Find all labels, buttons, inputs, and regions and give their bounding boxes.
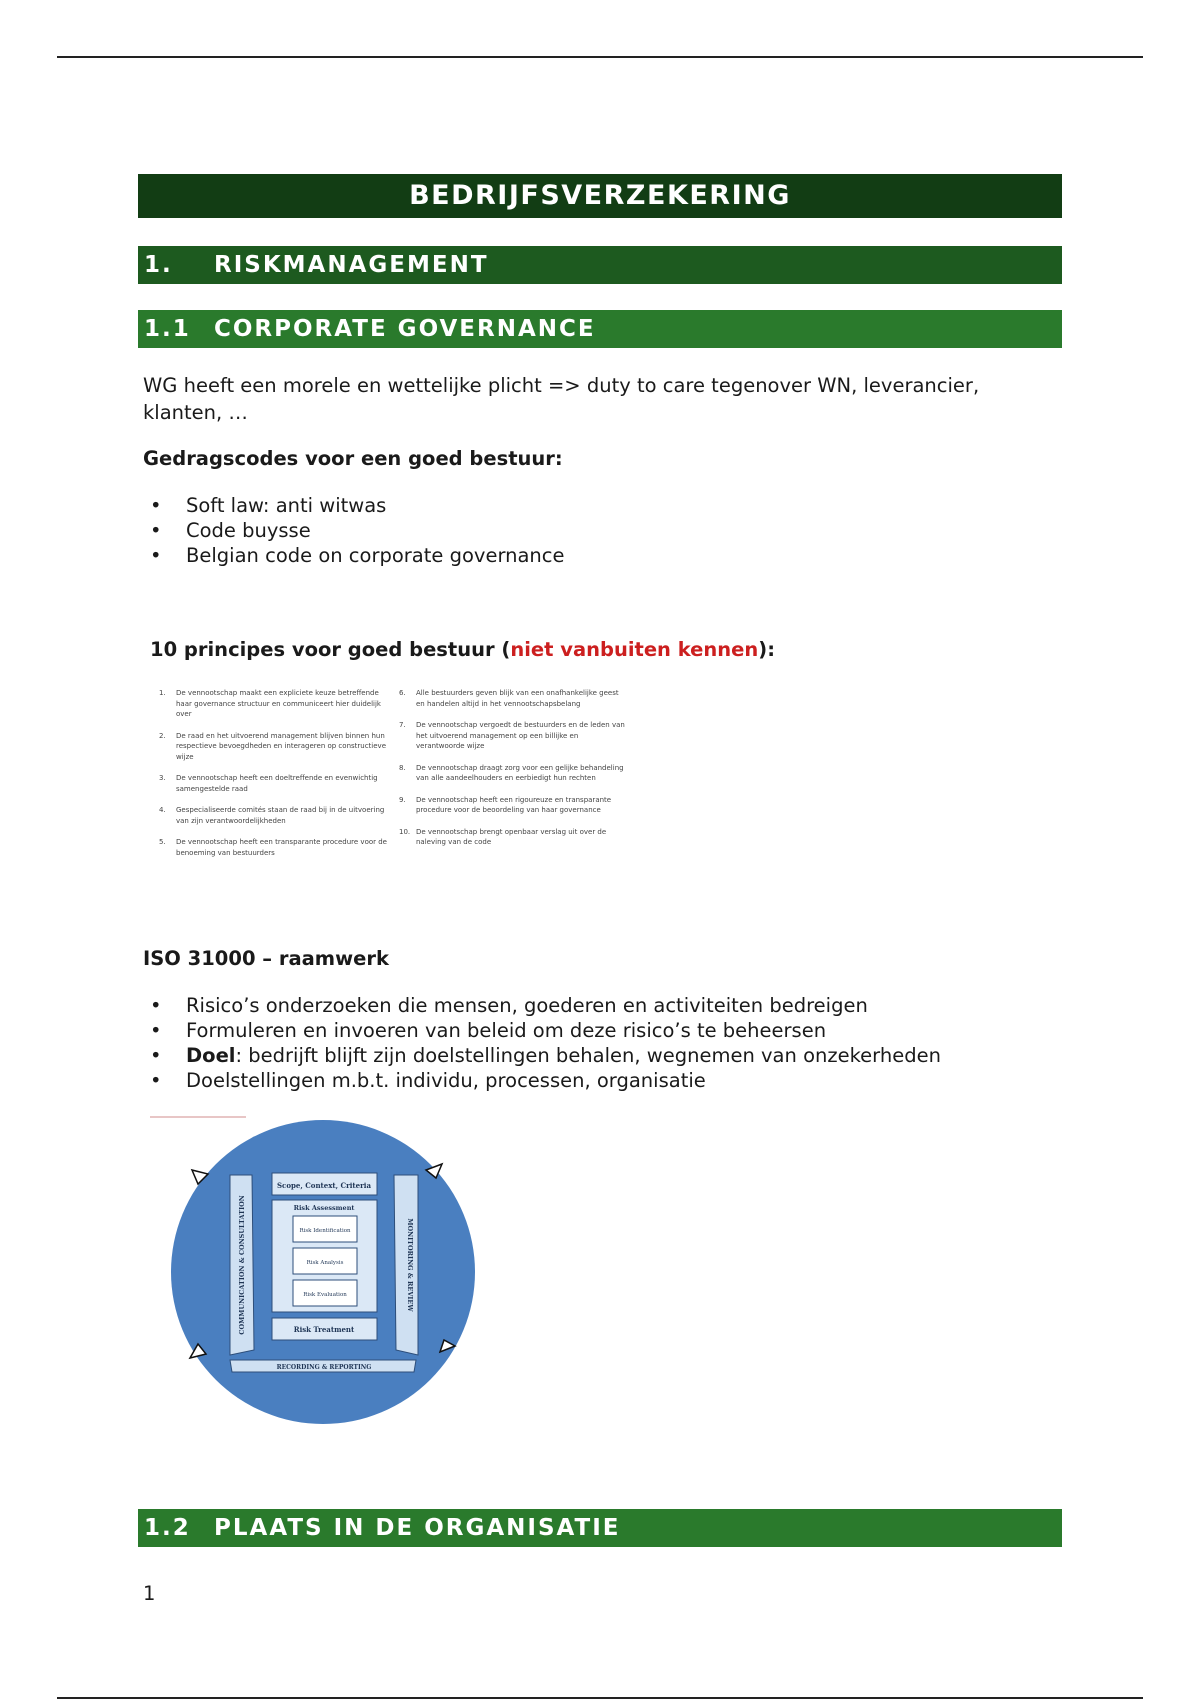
principle-item: 8. De vennootschap draagt zorg voor een gelijke behandeling van alle aandeelhouders en eerbiedigt hun rechten bbox=[399, 763, 624, 782]
identification-label: Risk Identification bbox=[299, 1228, 351, 1234]
heading-corporate-governance bbox=[138, 310, 1062, 348]
codes-list bbox=[143, 493, 565, 568]
recording-label: RECORDING & REPORTING bbox=[276, 1364, 372, 1371]
heading-text: CORPORATE GOVERNANCE bbox=[214, 316, 596, 342]
scope-label: Scope, Context, Criteria bbox=[277, 1181, 371, 1190]
heading-text: PLAATS IN DE ORGANISATIE bbox=[214, 1515, 621, 1541]
heading-number: 1.2 bbox=[144, 1515, 191, 1541]
analysis-label: Risk Analysis bbox=[306, 1260, 344, 1266]
iso-heading: ISO 31000 – raamwerk bbox=[143, 947, 389, 970]
principle-item: 3. De vennootschap heeft een doeltreffende en evenwichtig samengestelde raad bbox=[159, 774, 378, 793]
heading-number: 1. bbox=[144, 252, 173, 278]
heading-riskmanagement bbox=[138, 246, 1062, 284]
treatment-label: Risk Treatment bbox=[293, 1325, 355, 1334]
principles-heading-text: 10 principes voor goed bestuur ( bbox=[150, 638, 511, 661]
principle-item: 6. Alle bestuurders geven blijk van een onafhankelijke geest en handelen altijd in het vennootschapsbelang bbox=[399, 689, 619, 708]
principle-item: 2. De raad en het uitvoerend management blijven binnen hun respectieve bevoegdheden en interageren op constructieve wijze bbox=[159, 731, 386, 761]
principles-heading-end: ): bbox=[758, 638, 775, 661]
document-title: BEDRIJFSVERZEKERING bbox=[138, 174, 1062, 218]
iso-list bbox=[143, 993, 941, 1093]
principles-heading-warning: niet vanbuiten kennen bbox=[510, 638, 759, 661]
monitoring-label: MONITORING & REVIEW bbox=[406, 1218, 414, 1312]
heading-number: 1.1 bbox=[144, 316, 191, 342]
iso-31000-diagram bbox=[150, 1110, 500, 1450]
list-item: • Code buysse bbox=[143, 518, 565, 543]
heading-text: RISKMANAGEMENT bbox=[214, 252, 489, 278]
list-item: • Risico’s onderzoeken die mensen, goederen en activiteiten bedreigen bbox=[143, 993, 941, 1018]
principle-item: 10. De vennootschap brengt openbaar verslag uit over de naleving van de code bbox=[399, 827, 607, 846]
iso-diagram-svg bbox=[150, 1110, 500, 1450]
evaluation-label: Risk Evaluation bbox=[303, 1292, 347, 1298]
footer-rule bbox=[57, 1697, 1143, 1699]
principles-column-left bbox=[152, 688, 387, 869]
assessment-label: Risk Assessment bbox=[293, 1204, 355, 1212]
page-number: 1 bbox=[143, 1582, 156, 1605]
list-item: • Soft law: anti witwas bbox=[143, 493, 565, 518]
principle-item: 5. De vennootschap heeft een transparante procedure voor de benoeming van bestuurders bbox=[159, 838, 387, 857]
communication-label: COMMUNICATION & CONSULTATION bbox=[238, 1195, 246, 1335]
intro-paragraph: WG heeft een morele en wettelijke plicht => duty to care tegenover WN, leverancier, klanten, … bbox=[143, 374, 980, 424]
list-item: • Doel: bedrijft blijft zijn doelstellingen behalen, wegnemen van onzekerheden bbox=[143, 1043, 941, 1068]
heading-plaats-in-de-organisatie bbox=[138, 1509, 1062, 1547]
list-item: • Belgian code on corporate governance bbox=[143, 543, 565, 568]
principles-heading bbox=[150, 636, 1050, 663]
principle-item: 4. Gespecialiseerde comités staan de raad bij in de uitvoering van zijn verantwoordelijkheden bbox=[159, 806, 385, 825]
header-rule bbox=[57, 56, 1143, 58]
principles-column-right bbox=[392, 688, 627, 859]
list-item: • Formuleren en invoeren van beleid om deze risico’s te beheersen bbox=[143, 1018, 941, 1043]
list-item: • Doelstellingen m.b.t. individu, processen, organisatie bbox=[143, 1068, 941, 1093]
principle-item: 1. De vennootschap maakt een expliciete keuze betreffende haar governance structuur en communiceert hier duidelijk over bbox=[159, 689, 381, 718]
principle-item: 7. De vennootschap vergoedt de bestuurders en de leden van het uitvoerend management op een billijke en verantwoorde wijze bbox=[399, 721, 625, 750]
principles-image bbox=[152, 688, 642, 873]
codes-heading: Gedragscodes voor een goed bestuur: bbox=[143, 447, 563, 470]
principle-item: 9. De vennootschap heeft een rigoureuze en transparante procedure voor de beoordeling van haar governance bbox=[399, 795, 612, 814]
